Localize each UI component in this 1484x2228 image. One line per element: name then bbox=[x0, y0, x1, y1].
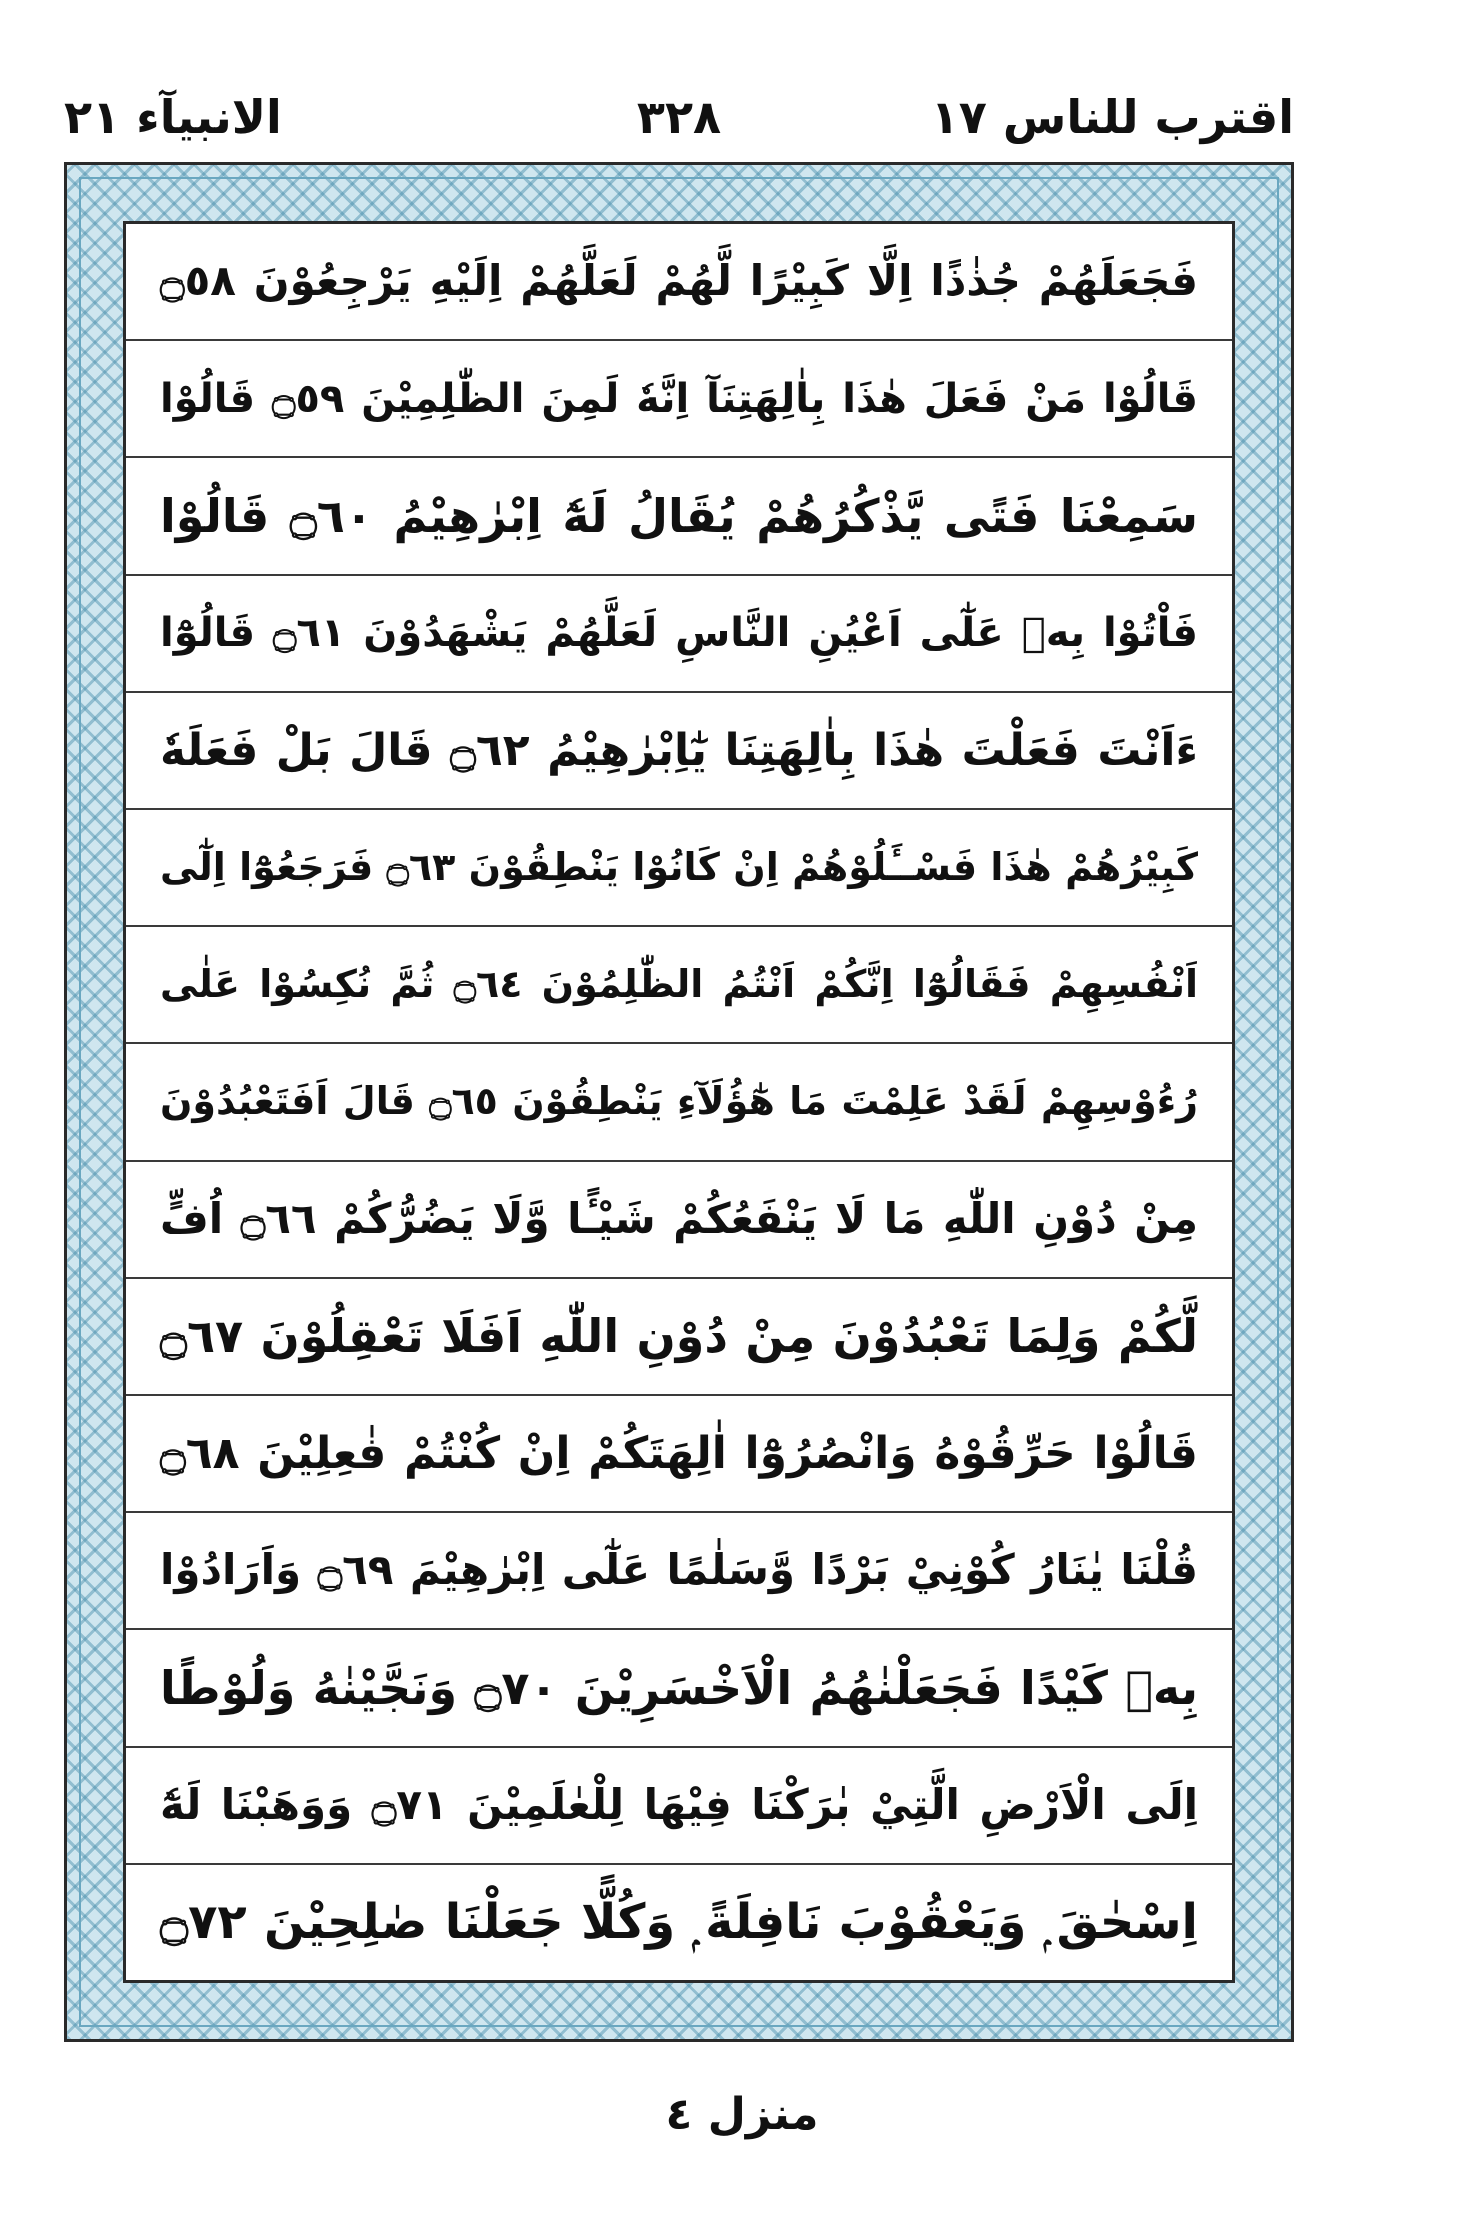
verse-line-3 bbox=[126, 458, 1232, 575]
juz-title: اقترب للناس ١٧ bbox=[930, 90, 1294, 144]
verse-line-11 bbox=[126, 1396, 1232, 1513]
verse-text: فَاْتُوْا بِهٖ عَلٰٓى اَعْيُنِ النَّاسِ لَعَلَّهُمْ يَشْهَدُوْنَ ۝٦١ قَالُوْٓا bbox=[160, 610, 1198, 657]
verse-text: ءَاَنْتَ فَعَلْتَ هٰذَا بِاٰلِهَتِنَا يٰٓاِبْرٰهِيْمُ ۝٦٢ قَالَ بَلْ فَعَلَهٗ bbox=[160, 724, 1198, 776]
verse-text: اَنْفُسِهِمْ فَقَالُوْٓا اِنَّكُمْ اَنْتُمُ الظّٰلِمُوْنَ ۝٦٤ ثُمَّ نُكِسُوْا عَلٰى bbox=[160, 962, 1198, 1007]
verse-line-7 bbox=[126, 927, 1232, 1044]
verse-line-9 bbox=[126, 1162, 1232, 1279]
verse-text: اِلَى الْاَرْضِ الَّتِيْ بٰرَكْنَا فِيْهَا لِلْعٰلَمِيْنَ ۝٧١ وَوَهَبْنَا لَهٗٓ bbox=[160, 1779, 1198, 1829]
verse-text: لَّكُمْ وَلِمَا تَعْبُدُوْنَ مِنْ دُوْنِ اللّٰهِ اَفَلَا تَعْقِلُوْنَ ۝٦٧ bbox=[160, 1309, 1198, 1364]
text-area bbox=[123, 221, 1235, 1983]
verse-line-14 bbox=[126, 1748, 1232, 1865]
decorative-border bbox=[64, 162, 1294, 2042]
verse-text: اِسْحٰقَ ۭ وَيَعْقُوْبَ نَافِلَةً ۭ وَكُلًّا جَعَلْنَا صٰلِحِيْنَ ۝٧٢ bbox=[160, 1893, 1198, 1950]
verse-text: مِنْ دُوْنِ اللّٰهِ مَا لَا يَنْفَعُكُمْ شَيْـًٔا وَّلَا يَضُرُّكُمْ ۝٦٦ اُفٍّ bbox=[160, 1193, 1198, 1243]
verse-line-15 bbox=[126, 1865, 1232, 1980]
verse-text: فَجَعَلَهُمْ جُذٰذًا اِلَّا كَبِيْرًا لَّهُمْ لَعَلَّهُمْ اِلَيْهِ يَرْجِعُوْنَ ۝٥٨ bbox=[160, 256, 1198, 306]
verse-text: سَمِعْنَا فَتًى يَّذْكُرُهُمْ يُقَالُ لَهٗٓ اِبْرٰهِيْمُ ۝٦٠ قَالُوْا bbox=[160, 488, 1198, 543]
verse-line-12 bbox=[126, 1513, 1232, 1630]
verse-line-6 bbox=[126, 810, 1232, 927]
verse-text: قَالُوْا مَنْ فَعَلَ هٰذَا بِاٰلِهَتِنَآ اِنَّهٗ لَمِنَ الظّٰلِمِيْنَ ۝٥٩ قَالُوْا bbox=[160, 375, 1198, 422]
verse-text: رُءُوْسِهِمْ لَقَدْ عَلِمْتَ مَا هٰٓؤُلَآءِ يَنْطِقُوْنَ ۝٦٥ قَالَ اَفَتَعْبُدُوْنَ bbox=[160, 1079, 1199, 1124]
verse-text: قُلْنَا يٰنَارُ كُوْنِيْ بَرْدًا وَّسَلٰمًا عَلٰٓى اِبْرٰهِيْمَ ۝٦٩ وَاَرَادُوْا bbox=[160, 1545, 1198, 1595]
verse-line-2 bbox=[126, 341, 1232, 458]
verse-text: بِهٖ كَيْدًا فَجَعَلْنٰهُمُ الْاَخْسَرِيْنَ ۝٧٠ وَنَجَّيْنٰهُ وَلُوْطًا bbox=[160, 1660, 1198, 1715]
verse-line-10 bbox=[126, 1279, 1232, 1396]
verse-text: كَبِيْرُهُمْ هٰذَا فَسْــَٔلُوْهُمْ اِنْ كَانُوْا يَنْطِقُوْنَ ۝٦٣ فَرَجَعُوْٓا اِلٰٓى bbox=[160, 845, 1199, 890]
surah-title: الانبیآء ٢١ bbox=[64, 90, 282, 144]
verse-lines bbox=[126, 224, 1232, 1980]
verse-line-5 bbox=[126, 693, 1232, 810]
verse-line-4 bbox=[126, 576, 1232, 693]
verse-line-1 bbox=[126, 224, 1232, 341]
verse-line-13 bbox=[126, 1630, 1232, 1747]
page-header bbox=[64, 82, 1294, 152]
verse-text: قَالُوْا حَرِّقُوْهُ وَانْصُرُوْٓا اٰلِهَتَكُمْ اِنْ كُنْتُمْ فٰعِلِيْنَ ۝٦٨ bbox=[160, 1427, 1198, 1479]
verse-line-8 bbox=[126, 1044, 1232, 1161]
manzil-label: منزل ٤ bbox=[665, 2089, 819, 2140]
page-number: ٣٢٨ bbox=[636, 90, 722, 144]
